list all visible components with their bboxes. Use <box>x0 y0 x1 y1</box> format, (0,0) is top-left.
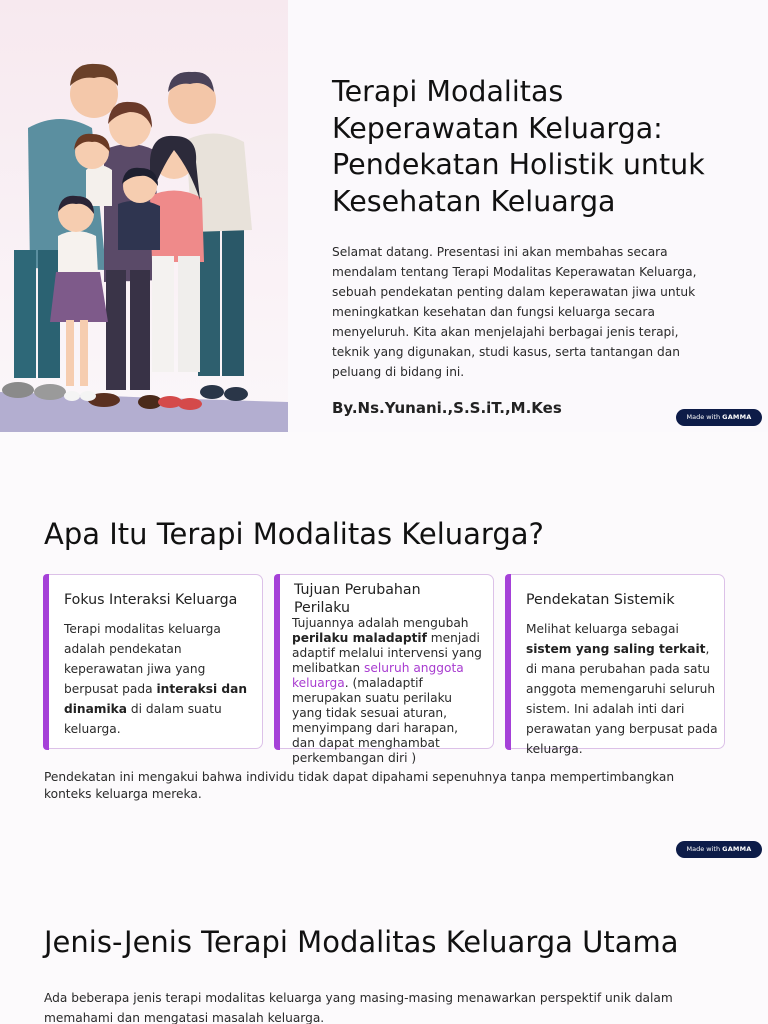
badge-brand: GAMMA <box>722 413 752 421</box>
card-accent-bar <box>43 574 49 750</box>
card-fokus-interaksi <box>43 574 263 749</box>
card-tujuan-perubahan <box>274 574 494 765</box>
summary-note: Pendekatan ini mengakui bahwa individu tidak dapat dipahami sepenuhnya tanpa mempertimbangkan konteks keluarga mereka. <box>44 770 675 801</box>
card-accent-bar <box>274 574 280 750</box>
family-illustration <box>0 0 288 432</box>
presentation-title: Terapi Modalitas Keperawatan Keluarga: Pendekatan Holistik untuk Kesehatan Keluarga <box>332 75 705 218</box>
title-slide <box>0 0 768 432</box>
card-body: Melihat keluarga sebagai sistem yang saling terkait, di mana perubahan pada satu anggota memengaruhi seluruh sistem. Ini adalah inti dari perawatan yang berpusat pada keluarga. <box>526 622 718 756</box>
card-pendekatan-sistemik <box>505 574 725 756</box>
section-subtitle: Ada beberapa jenis terapi modalitas keluarga yang masing-masing menawarkan perspektif unik dalam memahami dan mengatasi masalah keluarga. <box>44 991 673 1024</box>
card-body: Tujuannya adalah mengubah perilaku maladaptif menjadi adaptif melalui intervensi yang melibatkan seluruh anggota keluarga. (maladaptif merupakan suatu perilaku yang tidak sesuai aturan, menyimpang dari harapan, dan dapat menghambat perkembangan diri ) <box>292 616 482 765</box>
intro-paragraph: Selamat datang. Presentasi ini akan membahas secara mendalam tentang Terapi Modalitas Keperawatan Keluarga, sebuah pendekatan penting dalam keperawatan jiwa untuk meningkatkan kesehatan dan fungsi keluarga secara menyeluruh. Kita akan menjelajahi berbagai jenis terapi, teknik yang digunakan, studi kasus, serta tantangan dan peluang di bidang ini. <box>332 245 697 379</box>
card-title: Tujuan Perubahan Perilaku <box>294 582 421 616</box>
types-slide <box>0 864 768 1024</box>
section-title: Apa Itu Terapi Modalitas Keluarga? <box>44 517 544 551</box>
definition-slide <box>0 432 768 864</box>
badge-prefix: Made with <box>686 845 721 853</box>
badge-prefix: Made with <box>686 413 721 421</box>
keluarga-link[interactable]: seluruh anggota keluarga <box>292 661 464 690</box>
made-with-gamma-badge[interactable] <box>676 841 762 858</box>
card-accent-bar <box>505 574 511 750</box>
card-title: Fokus Interaksi Keluarga <box>64 592 238 608</box>
made-with-gamma-badge[interactable] <box>676 409 762 426</box>
card-title: Pendekatan Sistemik <box>526 592 675 608</box>
section-title: Jenis-Jenis Terapi Modalitas Keluarga Utama <box>44 925 679 959</box>
author-byline: By.Ns.Yunani.,S.S.iT.,M.Kes <box>332 399 562 417</box>
badge-brand: GAMMA <box>722 845 752 853</box>
card-body: Terapi modalitas keluarga adalah pendekatan keperawatan jiwa yang berpusat pada interaksi dan dinamika di dalam suatu keluarga. <box>64 622 248 736</box>
